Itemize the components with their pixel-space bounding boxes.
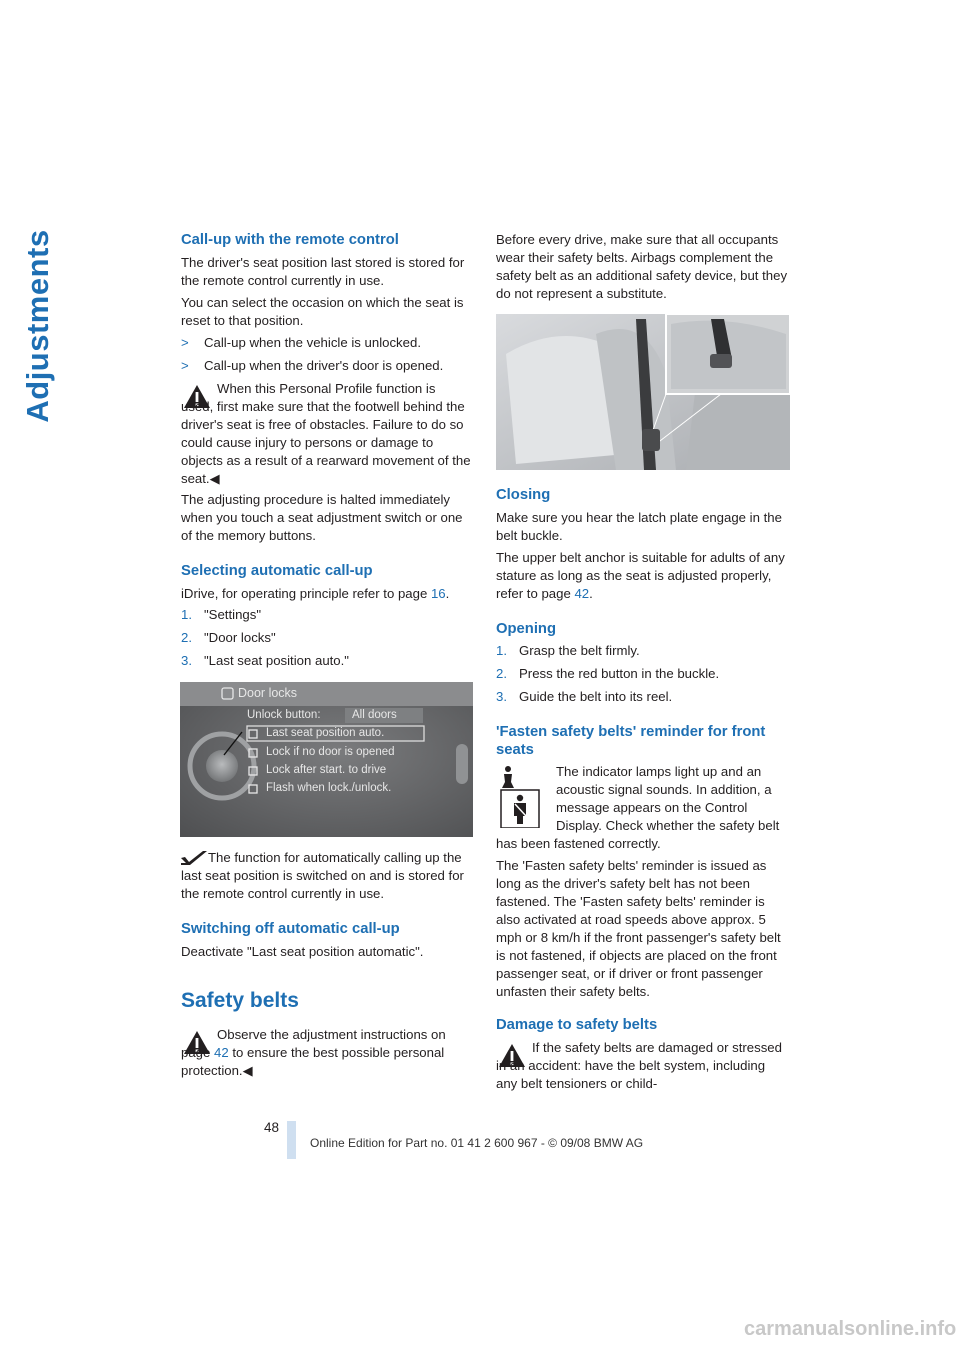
chapter-sidebar-title: [16, 226, 60, 426]
screen-option: Lock if no door is opened: [266, 746, 395, 758]
chapter-title-text: Adjustments: [20, 229, 55, 423]
screen-unlock-value: All doors: [352, 709, 397, 721]
bullet-mark: >: [181, 358, 189, 373]
step-text: "Door locks": [204, 630, 276, 645]
warning-adjustment-part2: to ensure the best possible personal protection.: [181, 1045, 445, 1078]
heading-safety-belts: Safety belts: [181, 989, 299, 1012]
paragraph-latch: Make sure you hear the latch plate engage in the belt buckle.: [496, 510, 782, 543]
warning-adjustment-text: [181, 1026, 471, 1080]
list-item: [496, 688, 788, 706]
screen-option: Lock after start. to drive: [266, 764, 387, 776]
seat-belt-photo: [496, 314, 790, 470]
screen-unlock-label: Unlock button:: [247, 709, 321, 721]
screen-title: Door locks: [238, 686, 298, 700]
list-item: [181, 652, 471, 670]
page-link-16[interactable]: 16: [430, 586, 446, 601]
warning-footwell-text: [181, 380, 471, 488]
step-text: Guide the belt into its reel.: [519, 689, 673, 704]
warning-adjustment-part1: Observe the adjustment instructions on page: [181, 1027, 446, 1060]
paragraph-deactivate: Deactivate "Last seat position automatic".: [181, 944, 424, 959]
list-item: [181, 629, 471, 647]
period: .: [445, 586, 450, 601]
site-watermark: carmanualsonline.info: [744, 1318, 957, 1340]
heading-fasten-reminder: 'Fasten safety belts' reminder for front seats: [496, 724, 766, 758]
paragraph-remote-stored: The driver's seat position last stored is stored for the remote control currently in use.: [181, 255, 465, 288]
step-number: 1.: [496, 643, 507, 658]
step-text: "Settings": [204, 607, 262, 622]
heading-remote-callup: Call-up with the remote control: [181, 232, 399, 248]
icon-spacer: [496, 763, 556, 835]
step-text: "Last seat position auto.": [204, 653, 349, 668]
page-number: 48: [264, 1120, 280, 1135]
end-mark: ◀: [242, 1063, 253, 1078]
warning-damage-text: If the safety belts are damaged or stressed in an accident: have the belt system, including any belt tensioners or child-: [496, 1040, 782, 1091]
step-number: 3.: [181, 653, 192, 668]
paragraph-select-occasion: You can select the occasion on which the seat is reset to that position.: [181, 295, 464, 328]
idrive-text: iDrive, for operating principle refer to page: [181, 586, 431, 601]
heading-damage-belts: Damage to safety belts: [496, 1017, 658, 1033]
list-item: [181, 357, 471, 375]
step-number: 2.: [496, 666, 507, 681]
step-number: 1.: [181, 607, 192, 622]
paragraph-halted: The adjusting procedure is halted immediately when you touch a seat adjustment switch or one of the memory buttons.: [181, 492, 463, 543]
list-item: [496, 665, 788, 683]
page-link-42[interactable]: 42: [574, 586, 590, 601]
bullet-text: Call-up when the vehicle is unlocked.: [204, 335, 421, 350]
list-item: [496, 642, 788, 660]
footer-accent-bar: [287, 1121, 296, 1159]
list-item: [181, 334, 471, 352]
heading-closing: Closing: [496, 487, 551, 503]
bullet-text: Call-up when the driver's door is opened.: [204, 358, 444, 373]
upper-anchor-text: The upper belt anchor is suitable for adults of any stature as long as the seat is adjusted properly, refer to page: [496, 550, 785, 601]
heading-opening: Opening: [496, 621, 557, 637]
step-text: Press the red button in the buckle.: [519, 666, 720, 681]
list-item: [181, 606, 471, 624]
period: .: [589, 586, 593, 601]
step-number: 3.: [496, 689, 507, 704]
checkmark-note: The function for automatically calling up the last seat position is switched on and is stored for the remote control currently in use.: [181, 850, 464, 901]
step-text: Grasp the belt firmly.: [519, 643, 640, 658]
heading-switching-off: Switching off automatic call-up: [181, 921, 400, 937]
paragraph-idrive-ref: [181, 585, 471, 603]
edition-footer: Online Edition for Part no. 01 41 2 600 967 - © 09/08 BMW AG: [310, 1136, 644, 1150]
bullet-mark: >: [181, 335, 189, 350]
page-link-42[interactable]: 42: [214, 1045, 229, 1060]
control-display-screenshot: [180, 682, 473, 837]
heading-selecting-callup: Selecting automatic call-up: [181, 563, 373, 579]
reminder-lamps-body: The indicator lamps light up and an acoustic signal sounds. In addition, a message appears on the Control Display. Check whether the safety belt has been fastened correctly.: [496, 764, 780, 851]
paragraph-reminder-issued: The 'Fasten safety belts' reminder is issued as long as the driver's safety belt has not been fastened. The 'Fasten safety belts' reminder is also activated at road speeds above approx. 5 mph or 8 km/h if the front passenger's safety belt is not fastened, if objects are placed on the front passenger seat, or if driver or front passenger unfasten their safety belts.: [496, 858, 781, 999]
warning-footwell-body: When this Personal Profile function is used, first make sure that the footwell behind the driver's seat is free of obstacles. Failure to do so could cause injury to persons or damage to objects as a result of a rearward movement of the seat.: [181, 381, 471, 486]
end-mark: ◀: [209, 471, 220, 486]
screen-option: Flash when lock./unlock.: [266, 782, 392, 794]
paragraph-belt-intro: Before every drive, make sure that all occupants wear their safety belts. Airbags complement the safety belt as an additional safety device, but they do not represent a substitute.: [496, 232, 788, 301]
paragraph-reminder-lamps: [496, 763, 788, 853]
step-number: 2.: [181, 630, 192, 645]
screen-option: Last seat position auto.: [266, 727, 385, 739]
paragraph-upper-anchor: [496, 549, 788, 603]
